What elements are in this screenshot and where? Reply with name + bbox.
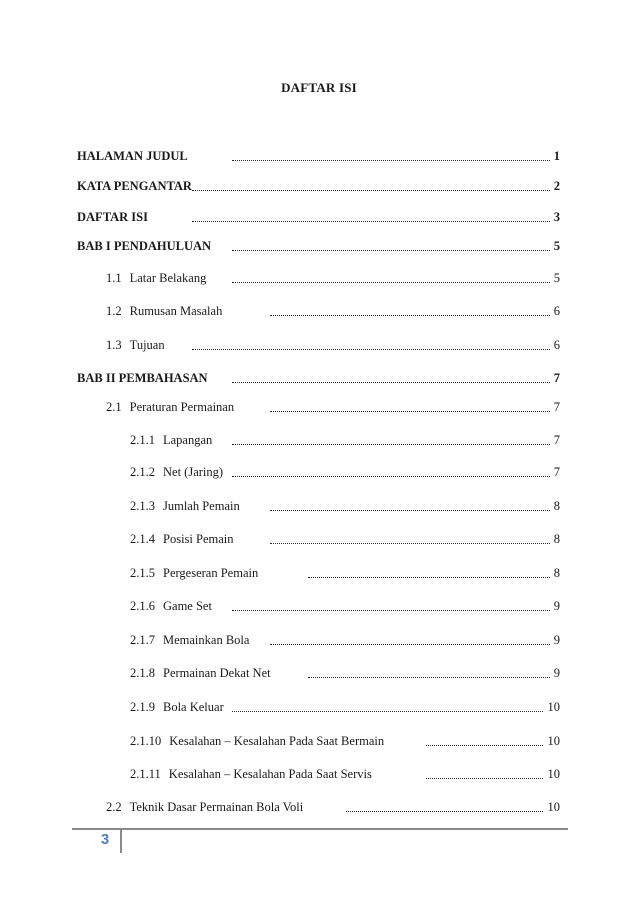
- toc-page-number: 7: [553, 465, 560, 479]
- toc-page-number: 5: [553, 271, 560, 285]
- toc-page-number: 10: [547, 700, 560, 714]
- toc-leader-dots: [426, 778, 543, 779]
- toc-entry: [77, 148, 560, 164]
- toc-entry-title: Kesalahan – Kesalahan Pada Saat Bermain: [169, 734, 385, 748]
- toc-leader-dots: [308, 577, 550, 578]
- toc-leader-dots: [270, 543, 550, 544]
- toc-page-number: 10: [547, 734, 560, 748]
- toc-entry-label: [130, 632, 249, 648]
- toc-entry-number: 1.1: [106, 271, 122, 285]
- toc-entry: [130, 766, 560, 782]
- toc-leader-dots: [270, 315, 550, 316]
- toc-page-number: 5: [553, 239, 560, 253]
- toc-entry-title: Memainkan Bola: [163, 633, 250, 647]
- toc-page-number: 3: [553, 210, 560, 224]
- toc-entry-label: [77, 370, 208, 386]
- toc-entry-title: Jumlah Pemain: [163, 499, 240, 513]
- toc-entry-label: [130, 565, 258, 581]
- toc-entry-label: [130, 464, 223, 480]
- toc-page-number: 7: [553, 371, 560, 385]
- toc-entry: [130, 598, 560, 614]
- toc-entry: [130, 565, 560, 581]
- toc-entry-title: HALAMAN JUDUL: [77, 149, 188, 163]
- toc-entry-number: 2.1.10: [130, 734, 162, 748]
- toc-entry-title: Tujuan: [129, 338, 165, 352]
- toc-entry: [77, 178, 560, 194]
- toc-entry-title: Lapangan: [163, 433, 213, 447]
- page-title: DAFTAR ISI: [281, 80, 357, 95]
- toc-entry-label: [106, 270, 206, 286]
- footer-divider: [72, 828, 568, 830]
- toc-leader-dots: [192, 190, 550, 191]
- toc-page-number: 9: [553, 633, 560, 647]
- toc-page-number: 10: [547, 800, 560, 814]
- toc-entry-label: [130, 766, 372, 782]
- toc-entry-number: 2.1: [106, 400, 122, 414]
- toc-entry-label: [130, 733, 384, 749]
- toc-entry-title: Rumusan Masalah: [129, 304, 223, 318]
- toc-entry-label: [130, 432, 212, 448]
- toc-leader-dots: [270, 644, 550, 645]
- toc-entry-title: KATA PENGANTAR: [77, 179, 192, 193]
- toc-leader-dots: [232, 250, 550, 251]
- toc-leader-dots: [192, 221, 550, 222]
- toc-page-number: 9: [553, 666, 560, 680]
- toc-entry-number: 2.1.7: [130, 633, 155, 647]
- toc-entry: [106, 399, 560, 415]
- toc-entry-title: Bola Keluar: [163, 700, 224, 714]
- toc-entry: [106, 303, 560, 319]
- toc-page-number: 2: [553, 179, 560, 193]
- toc-page-number: 1: [553, 149, 560, 163]
- toc-leader-dots: [232, 382, 550, 383]
- toc-entry: [130, 464, 560, 480]
- toc-entry-number: 2.1.11: [130, 767, 161, 781]
- toc-entry-title: BAB I PENDAHULUAN: [77, 239, 212, 253]
- toc-entry-label: [106, 303, 222, 319]
- toc-entry-title: DAFTAR ISI: [77, 210, 148, 224]
- toc-entry-title: Game Set: [163, 599, 212, 613]
- toc-entry-number: 2.1.1: [130, 433, 155, 447]
- toc-entry-number: 1.2: [106, 304, 122, 318]
- toc-entry-title: Net (Jaring): [163, 465, 224, 479]
- toc-entry-number: 2.1.5: [130, 566, 155, 580]
- toc-entry: [130, 665, 560, 681]
- toc-entry-number: 2.1.3: [130, 499, 155, 513]
- toc-entry-title: Pergeseran Pemain: [163, 566, 259, 580]
- toc-page-number: 8: [553, 499, 560, 513]
- toc-entry-title: Peraturan Permainan: [129, 400, 235, 414]
- toc-entry-number: 2.1.2: [130, 465, 155, 479]
- toc-page-number: 6: [553, 304, 560, 318]
- toc-page-number: 7: [553, 433, 560, 447]
- page-number: 3: [100, 831, 110, 848]
- toc-page-number: 9: [553, 599, 560, 613]
- toc-leader-dots: [232, 476, 550, 477]
- toc-entry-label: [130, 665, 271, 681]
- toc-entry: [130, 699, 560, 715]
- toc-leader-dots: [192, 349, 550, 350]
- toc-leader-dots: [232, 282, 550, 283]
- toc-entry-label: [130, 531, 234, 547]
- toc-entry-label: [77, 148, 188, 164]
- toc-entry: [130, 632, 560, 648]
- toc-page-number: 8: [553, 566, 560, 580]
- toc-entry-number: 2.1.4: [130, 532, 155, 546]
- toc-entry-label: [130, 699, 224, 715]
- toc-leader-dots: [426, 745, 543, 746]
- toc-entry-number: 1.3: [106, 338, 122, 352]
- toc-entry: [106, 270, 560, 286]
- toc-entry: [77, 370, 560, 386]
- toc-entry-number: 2.1.8: [130, 666, 155, 680]
- toc-entry-title: Latar Belakang: [129, 271, 207, 285]
- toc-entry-title: Permainan Dekat Net: [163, 666, 271, 680]
- toc-page-number: 10: [547, 767, 560, 781]
- toc-entry-title: Posisi Pemain: [163, 532, 234, 546]
- toc-entry: [130, 498, 560, 514]
- toc-page-number: 7: [553, 400, 560, 414]
- toc-entry-label: [130, 498, 240, 514]
- toc-entry-label: [130, 598, 212, 614]
- toc-entry: [130, 733, 560, 749]
- toc-entry-label: [77, 178, 192, 194]
- toc-entry-label: [106, 337, 165, 353]
- toc-leader-dots: [308, 677, 550, 678]
- toc-leader-dots: [232, 711, 543, 712]
- toc-entry-number: 2.1.6: [130, 599, 155, 613]
- toc-entry-title: Kesalahan – Kesalahan Pada Saat Servis: [168, 767, 372, 781]
- toc-entry: [130, 432, 560, 448]
- toc-leader-dots: [232, 160, 550, 161]
- toc-entry: [77, 238, 560, 254]
- toc-entry-label: [106, 799, 303, 815]
- toc-entry: [130, 531, 560, 547]
- toc-entry-title: BAB II PEMBAHASAN: [77, 371, 208, 385]
- toc-entry-title: Teknik Dasar Permainan Bola Voli: [129, 800, 304, 814]
- toc-leader-dots: [346, 811, 543, 812]
- toc-page-number: 8: [553, 532, 560, 546]
- toc-page-number: 6: [553, 338, 560, 352]
- toc-leader-dots: [232, 444, 550, 445]
- toc-entry: [106, 799, 560, 815]
- toc-entry-label: [106, 399, 234, 415]
- toc-entry-label: [77, 238, 211, 254]
- toc-entry: [106, 337, 560, 353]
- toc-entry-number: 2.1.9: [130, 700, 155, 714]
- toc-leader-dots: [270, 510, 550, 511]
- toc-entry-number: 2.2: [106, 800, 122, 814]
- toc-entry-label: [77, 209, 148, 225]
- toc-leader-dots: [270, 411, 550, 412]
- toc-leader-dots: [232, 610, 550, 611]
- footer-vertical-bar: [120, 829, 122, 853]
- toc-entry: [77, 209, 560, 225]
